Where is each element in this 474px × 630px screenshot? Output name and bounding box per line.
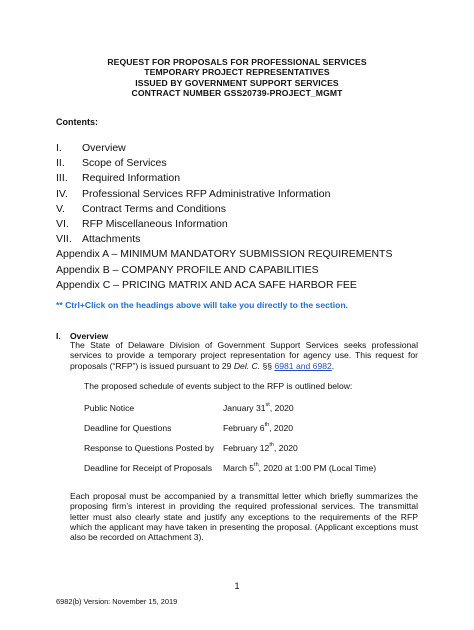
date-text: February 12 <box>223 443 270 453</box>
transmittal-paragraph: Each proposal must be accompanied by a transmittal letter which briefly summarizes the proposing firm’s interest in providing the required professional services. The transmittal letter must also clearly state and justify any exceptions to the requirements of the RFP which the applicant may have taken in presenting the proposal. (Applicant exceptions must also be recorded on Attachment 3). <box>70 491 418 543</box>
date-text: , 2020 <box>273 443 298 453</box>
toc-label: Required Information <box>82 172 181 185</box>
title-line: ISSUED BY GOVERNMENT SUPPORT SERVICES <box>135 77 339 88</box>
toc-label: Professional Services RFP Administrative Information <box>82 187 331 200</box>
toc-number: II. <box>56 157 65 170</box>
schedule-row <box>84 443 298 453</box>
contents-heading: Contents: <box>56 117 98 127</box>
toc-link-appendix-c[interactable]: Appendix C – PRICING MATRIX AND ACA SAFE HARBOR FEE <box>56 278 357 291</box>
toc-label: Scope of Services <box>82 157 167 170</box>
schedule-event: Deadline for Questions <box>84 423 172 433</box>
title-line: TEMPORARY PROJECT REPRESENTATIVES <box>144 67 330 78</box>
date-text: , 2020 <box>269 403 294 413</box>
schedule-row <box>84 463 376 473</box>
toc-label: RFP Miscellaneous Information <box>82 217 228 230</box>
schedule-date <box>223 423 293 433</box>
toc-link-scope[interactable] <box>56 156 436 171</box>
date-suffix: st <box>265 402 270 408</box>
date-text: January 31 <box>223 403 266 413</box>
title-line: REQUEST FOR PROPOSALS FOR PROFESSIONAL SERVICES <box>107 57 367 67</box>
toc-link-admin-info[interactable] <box>56 187 436 202</box>
title-line: CONTRACT NUMBER GSS20739-PROJECT_MGMT <box>131 88 343 99</box>
toc-label: Contract Terms and Conditions <box>82 202 226 215</box>
toc-link-required-info[interactable] <box>56 171 436 186</box>
schedule-intro: The proposed schedule of events subject to the RFP is outlined below: <box>84 381 353 391</box>
date-text: February 6 <box>223 423 265 433</box>
date-suffix: th <box>269 442 274 448</box>
toc-number: VI. <box>56 217 69 230</box>
toc-link-appendix-b[interactable]: Appendix B – COMPANY PROFILE AND CAPABILITIES <box>56 263 319 276</box>
document-title <box>0 57 474 99</box>
paragraph-text: The State of Delaware Division of Government Support Services seeks professional services to provide a temporary project representation for agency use. This request for proposals (“RFP”) is issued pursuant to 29 <box>70 340 418 371</box>
toc-link-overview[interactable] <box>56 141 436 156</box>
schedule-date <box>223 463 376 473</box>
schedule-row <box>84 403 294 413</box>
toc-number: VII. <box>56 233 72 246</box>
toc-link-appendix-a[interactable]: Appendix A – MINIMUM MANDATORY SUBMISSION REQUIREMENTS <box>56 248 393 261</box>
schedule-event: Deadline for Receipt of Proposals <box>84 463 213 473</box>
paragraph-text: §§ <box>260 360 275 371</box>
toc-link-attachments[interactable] <box>56 232 436 247</box>
toc-number: V. <box>56 202 65 215</box>
citation-italic: Del. C. <box>233 360 261 371</box>
footer-version: 6982(b) Version: November 15, 2019 <box>56 597 178 606</box>
date-suffix: th <box>264 422 270 428</box>
page-number: 1 <box>234 581 240 591</box>
table-of-contents <box>56 141 436 293</box>
date-text: , 2020 at 1:00 PM (Local Time) <box>258 463 377 473</box>
toc-label: Attachments <box>82 233 141 246</box>
schedule-date <box>223 443 298 453</box>
overview-paragraph <box>70 340 418 371</box>
statute-link[interactable]: 6981 and 6982 <box>274 360 332 371</box>
paragraph-text: . <box>331 360 335 371</box>
section-number: I. <box>56 331 61 341</box>
toc-number: I. <box>56 142 62 154</box>
toc-number: IV. <box>56 187 68 200</box>
date-text: March 5 <box>223 463 255 473</box>
section-title: Overview <box>70 331 109 341</box>
schedule-event: Response to Questions Posted by <box>84 443 214 453</box>
navigation-note: ** Ctrl+Click on the headings above will take you directly to the section. <box>56 300 349 310</box>
date-suffix: th <box>254 462 259 468</box>
toc-link-contract-terms[interactable] <box>56 202 436 217</box>
schedule-date <box>223 403 294 413</box>
date-text: , 2020 <box>269 423 294 433</box>
toc-number: III. <box>56 172 68 185</box>
toc-label: Overview <box>82 142 126 154</box>
schedule-event: Public Notice <box>84 403 135 413</box>
schedule-row <box>84 423 293 433</box>
toc-link-misc-info[interactable] <box>56 217 436 232</box>
